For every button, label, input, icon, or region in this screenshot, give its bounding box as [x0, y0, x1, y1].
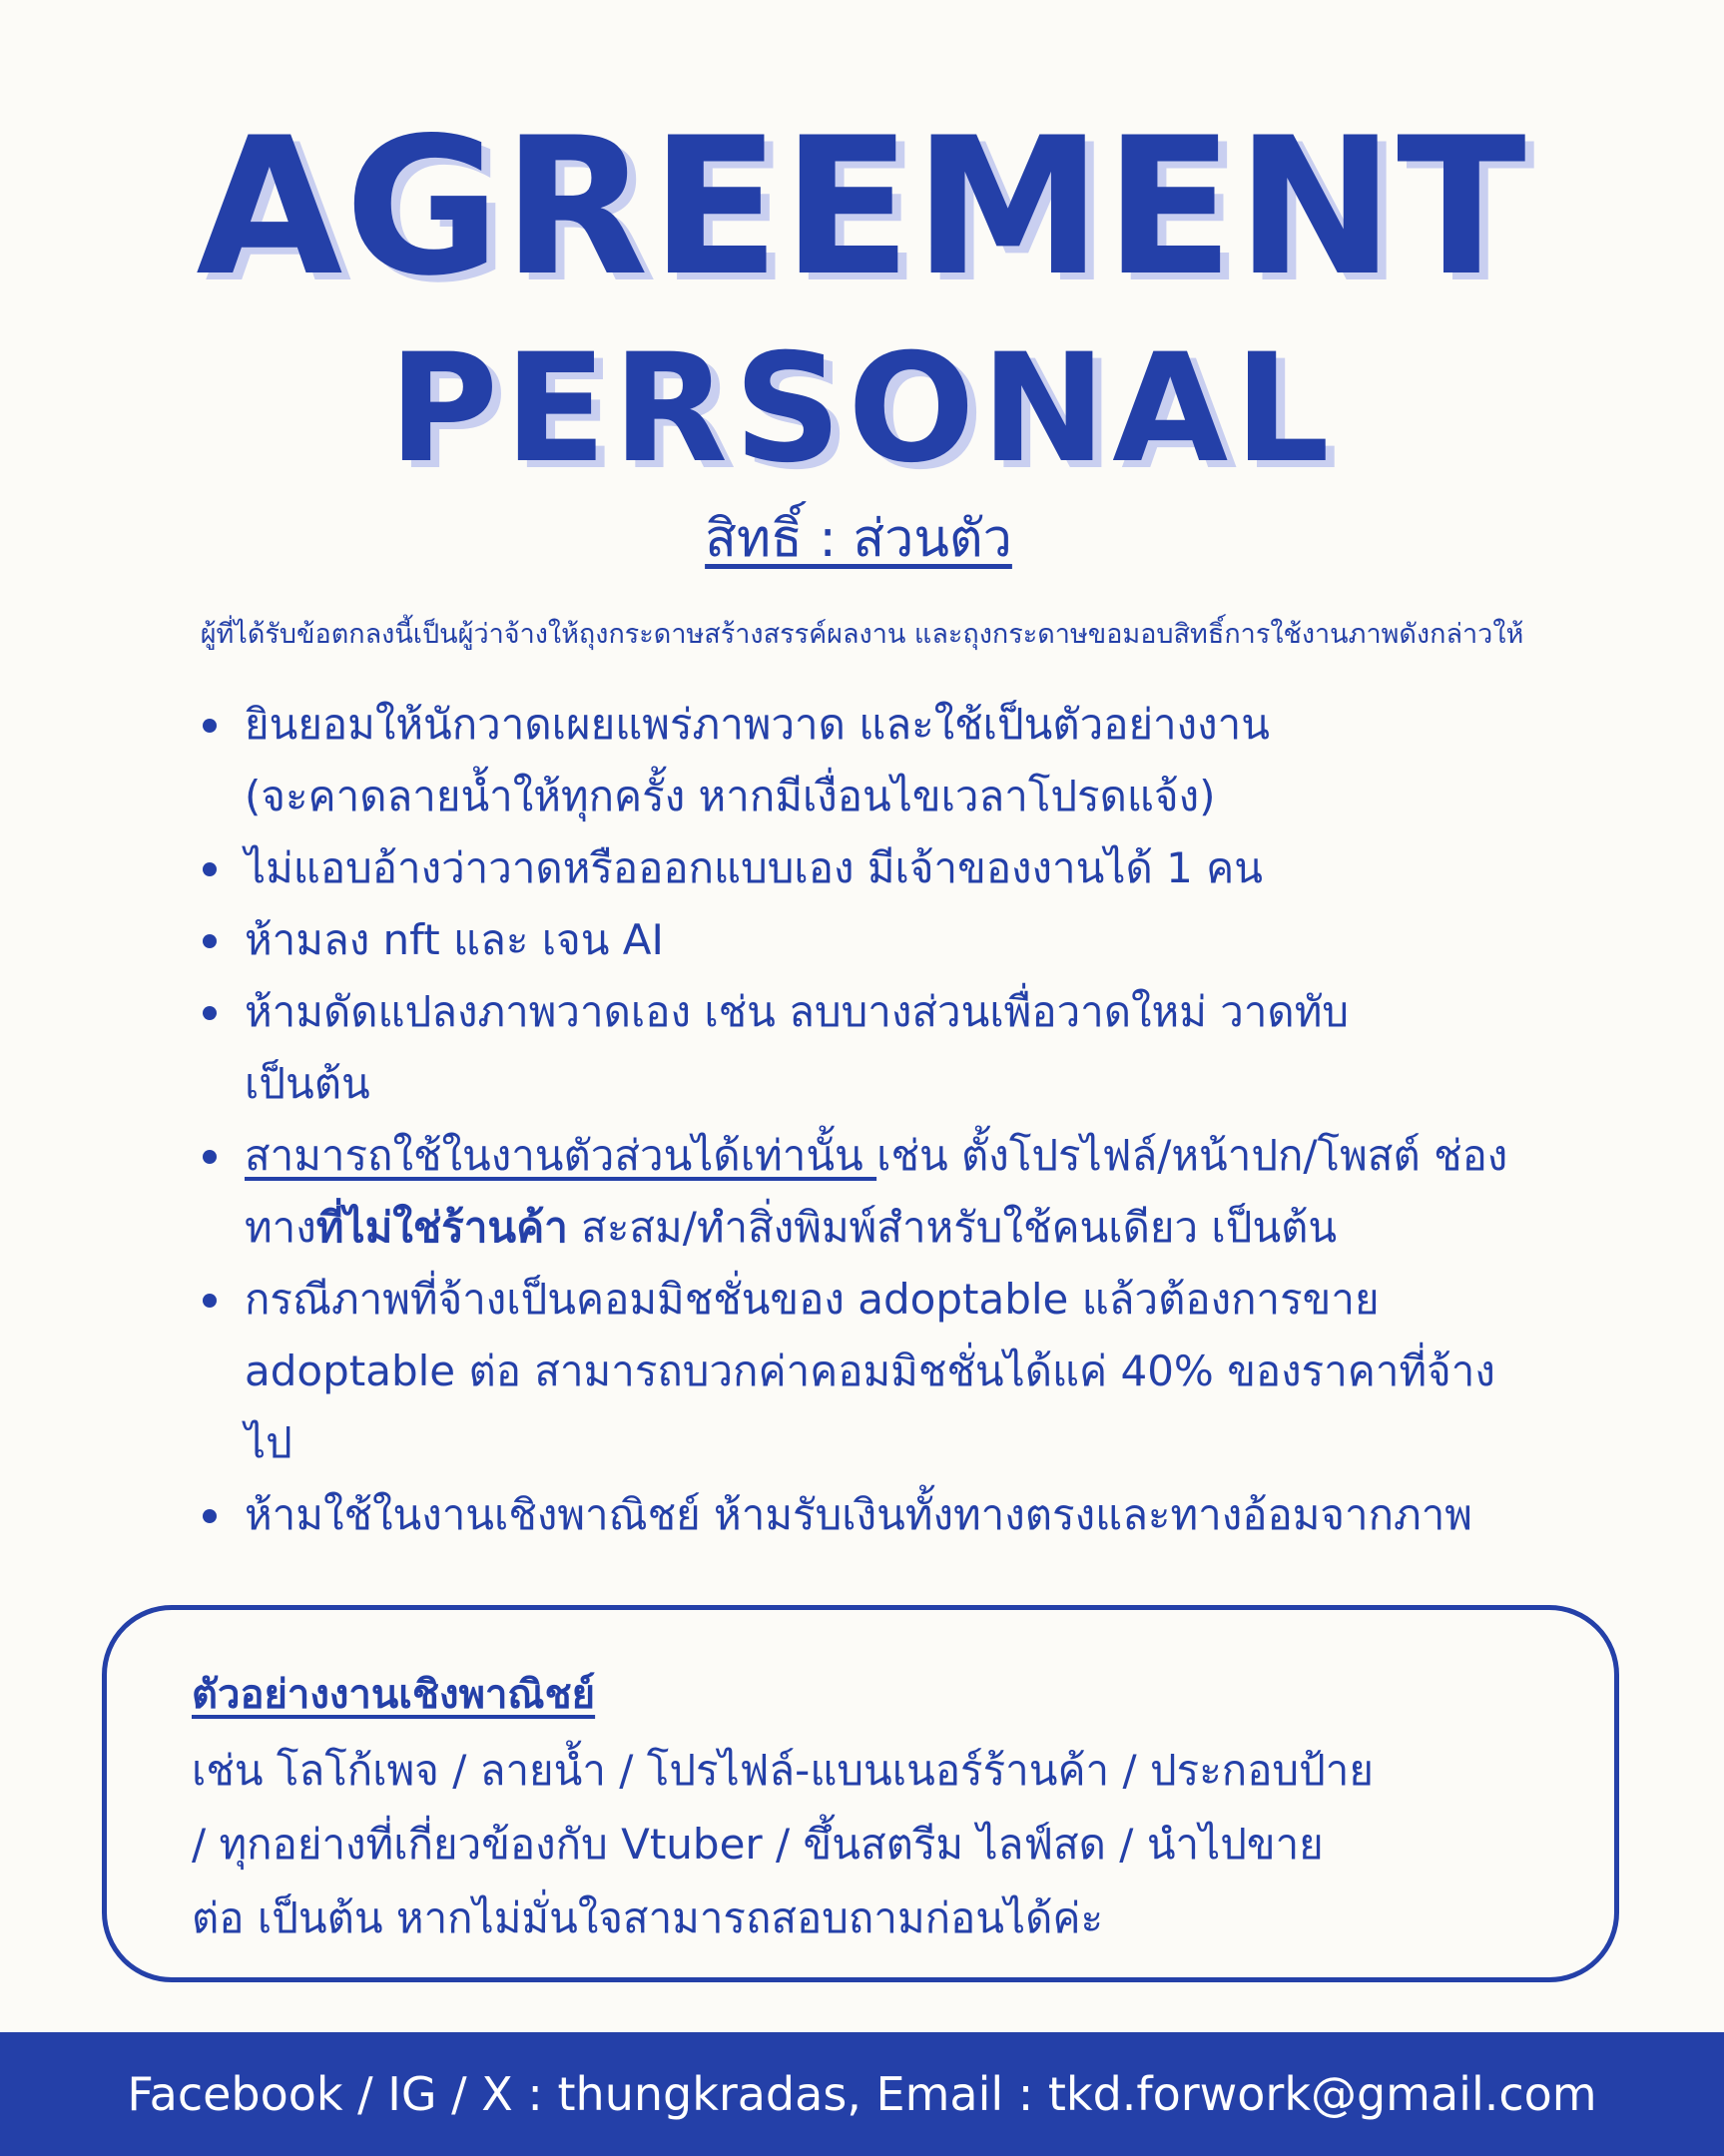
- rules-list: [195, 689, 1612, 1551]
- rule-text: ไป: [245, 1418, 292, 1467]
- rule-text: ห้ามใช้ในงานเชิงพาณิชย์ ห้ามรับเงินทั้งทางตรงและทางอ้อมจากภาพ: [245, 1490, 1472, 1539]
- contact-footer: Facebook / IG / X : thungkradas, Email : tkd.forwork@gmail.com: [0, 2032, 1724, 2156]
- rule-text: เป็นต้น: [245, 1059, 370, 1108]
- rule-text: เช่น ตั้งโปรไฟล์/หน้าปก/โพสต์ ช่อง: [876, 1131, 1508, 1180]
- rule-item: [245, 1479, 1612, 1551]
- rule-emphasis-underlined: สามารถใช้ในงานตัวส่วนได้เท่านั้น: [245, 1131, 877, 1180]
- rule-item: [245, 1120, 1612, 1264]
- intro-text: ผู้ที่ได้รับข้อตกลงนี้เป็นผู้ว่าจ้างให้ถุงกระดาษสร้างสรรค์ผลงาน และถุงกระดาษขอมอบสิทธิ์การใช้งานภาพดังกล่าวให้: [200, 619, 1524, 650]
- rule-text: ห้ามลง nft และ เจน AI: [245, 915, 664, 964]
- rights-subtitle: สิทธิ์ : ส่วนตัว: [705, 509, 1012, 569]
- rule-text: ห้ามดัดแปลงภาพวาดเอง เช่น ลบบางส่วนเพื่อวาดใหม่ วาดทับ: [245, 987, 1350, 1036]
- title-agreement: AGREEMENT: [196, 97, 1528, 317]
- commercial-examples-line: ต่อ เป็นต้น หากไม่มั่นใจสามารถสอบถามก่อนได้ค่ะ: [192, 1893, 1104, 1942]
- commercial-examples-line: / ทุกอย่างที่เกี่ยวข้องกับ Vtuber / ขึ้นสตรีม ไลฟ์สด / นำไปขาย: [192, 1820, 1324, 1869]
- rule-text: ไม่แอบอ้างว่าวาดหรือออกแบบเอง มีเจ้าของงานได้ 1 คน: [245, 843, 1263, 892]
- rule-text: ทาง: [245, 1203, 316, 1252]
- commercial-examples-heading: ตัวอย่างงานเชิงพาณิชย์: [192, 1672, 596, 1718]
- rule-emphasis-bold: ที่ไม่ใช่ร้านค้า: [315, 1203, 568, 1252]
- rule-item: [245, 689, 1612, 832]
- rule-item: [245, 904, 1612, 976]
- rule-item: [245, 1264, 1612, 1479]
- rule-text: กรณีภาพที่จ้างเป็นคอมมิชชั่นของ adoptable แล้วต้องการขาย: [245, 1275, 1380, 1324]
- title-personal: PERSONAL: [388, 322, 1336, 496]
- rule-item: [245, 832, 1612, 904]
- commercial-examples-box: [102, 1605, 1619, 1982]
- commercial-examples-line: เช่น โลโก้เพจ / ลายน้ำ / โปรไฟล์-แบนเนอร์ร้านค้า / ประกอบป้าย: [192, 1746, 1374, 1795]
- commercial-examples-body: [192, 1734, 1544, 1955]
- rule-text: สะสม/ทำสิ่งพิมพ์สำหรับใช้คนเดียว เป็นต้น: [567, 1203, 1338, 1252]
- rule-text: (จะคาดลายน้ำให้ทุกครั้ง หากมีเงื่อนไขเวลาโปรดแจ้ง): [245, 772, 1216, 820]
- rule-text: ยินยอมให้นักวาดเผยแพร่ภาพวาด และใช้เป็นตัวอย่างงาน: [245, 700, 1270, 749]
- rule-text: adoptable ต่อ สามารถบวกค่าคอมมิชชั่นได้แค่ 40% ของราคาที่จ้าง: [245, 1347, 1495, 1395]
- rule-item: [245, 976, 1612, 1120]
